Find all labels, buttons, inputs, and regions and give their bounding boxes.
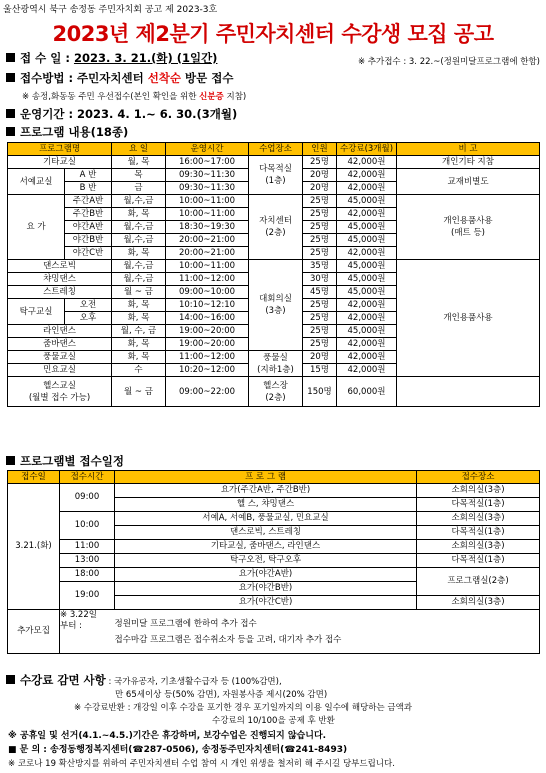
refund-note-2: 수강료의 10/100을 공제 후 반환 xyxy=(212,716,335,726)
program-fee: 42,000원 xyxy=(337,169,397,182)
page-title: 2023년 제2분기 주민자치센터 수강생 모집 공고 xyxy=(52,22,494,46)
program-day: 수 xyxy=(112,364,166,377)
square-bullet-icon xyxy=(6,675,15,684)
program-day: 월,수,금 xyxy=(112,260,166,273)
notice-header: 울산광역시 북구 송정동 주민자치회 공고 제 2023-3호 xyxy=(3,5,218,15)
program-capacity: 20명 xyxy=(303,182,337,195)
program-day: 화, 목 xyxy=(112,208,166,221)
program-capacity: 25명 xyxy=(303,208,337,221)
fee-reduction-detail: 만 65세이상 등(50% 감면), 자원봉사증 제시(20% 감면) xyxy=(115,690,328,700)
program-capacity: 15명 xyxy=(303,364,337,377)
extra-recruit-label: 추가모집 xyxy=(8,610,60,654)
program-name: 헬스교실 (월별 접수 가능) xyxy=(8,377,112,407)
program-capacity: 150명 xyxy=(303,377,337,407)
program-subclass: A 반 xyxy=(65,169,112,182)
program-time: 11:00~12:00 xyxy=(166,351,249,364)
schedule-place: 소회의실(3층) xyxy=(417,512,540,526)
square-bullet-icon xyxy=(6,109,15,118)
program-day: 화, 목 xyxy=(112,351,166,364)
schedule-time: 13:00 xyxy=(60,554,115,568)
program-remark: 개인기타 지참 xyxy=(397,156,540,169)
program-place: 대회의실 (3층) xyxy=(249,260,303,351)
program-day: 금 xyxy=(112,182,166,195)
program-heading: 프로그램 내용(18종) xyxy=(6,124,128,140)
program-table xyxy=(7,142,540,407)
program-remark: 개인용품사용 (매트 등) xyxy=(397,195,540,260)
program-day: 월, 수, 금 xyxy=(112,325,166,338)
program-time: 16:00~17:00 xyxy=(166,156,249,169)
program-fee: 42,000원 xyxy=(337,247,397,260)
schedule-program: 기타교실, 줌바댄스, 라인댄스 xyxy=(115,540,417,554)
program-day: 월,수,금 xyxy=(112,273,166,286)
program-capacity: 25명 xyxy=(303,156,337,169)
schedule-place: 다목적실(1층) xyxy=(417,526,540,540)
col-header-time: 운영시간 xyxy=(166,143,249,156)
schedule-program: 요가(야간B반) xyxy=(115,582,417,596)
extra-recruit-date: ※ 3.22일 부터 : xyxy=(60,610,115,654)
fee-reduction-line: 수강료 감면 사항 : 국가유공자, 기초생활수급자 등 (100%감면), xyxy=(6,672,282,688)
schedule-time: 09:00 xyxy=(60,484,115,512)
program-capacity: 25명 xyxy=(303,234,337,247)
program-time: 09:30~11:30 xyxy=(166,182,249,195)
program-time: 10:00~11:00 xyxy=(166,208,249,221)
program-day: 화, 목 xyxy=(112,312,166,325)
extra-recruit-detail: 정원미달 프로그램에 한하여 추가 접수 접수마감 프로그램은 접수취소자 등을 고려, 대기자 추가 접수 xyxy=(115,610,540,654)
program-capacity: 25명 xyxy=(303,247,337,260)
program-name: 민요교실 xyxy=(8,364,112,377)
program-fee: 45,000원 xyxy=(337,286,397,299)
schedule-place: 다목적실(1층) xyxy=(417,554,540,568)
program-fee: 42,000원 xyxy=(337,312,397,325)
col-header-date: 접수일 xyxy=(8,471,60,484)
schedule-place: 소회의실(3층) xyxy=(417,540,540,554)
date-line: 접 수 일 : 2023. 3. 21.(화) (1일간) xyxy=(6,50,217,66)
schedule-table xyxy=(7,470,540,654)
table-row xyxy=(8,260,540,273)
method-note: ※ 송정,화동동 주민 우선접수(본인 확인을 위한 신분증 지참) xyxy=(22,92,247,102)
program-time: 09:00~22:00 xyxy=(166,377,249,407)
schedule-time: 18:00 xyxy=(60,568,115,582)
program-place: 자치센터 (2층) xyxy=(249,195,303,260)
program-subclass: 오후 xyxy=(65,312,112,325)
program-time: 19:00~20:00 xyxy=(166,338,249,351)
table-row xyxy=(8,568,540,582)
program-time: 14:00~16:00 xyxy=(166,312,249,325)
square-bullet-icon xyxy=(6,53,15,62)
program-remark: 개인용품사용 xyxy=(397,260,540,377)
program-place: 다목적실 (1층) xyxy=(249,156,303,195)
program-subclass: 야간C반 xyxy=(65,247,112,260)
program-day: 월 ~ 금 xyxy=(112,377,166,407)
col-header-capacity: 인원 xyxy=(303,143,337,156)
program-place: 풍물실 (지하1층) xyxy=(249,351,303,377)
program-fee: 42,000원 xyxy=(337,364,397,377)
program-day: 월,수,금 xyxy=(112,234,166,247)
schedule-time: 19:00 xyxy=(60,582,115,610)
table-row xyxy=(8,484,540,498)
program-name: 서예교실 xyxy=(8,169,65,195)
program-subclass: 주간A반 xyxy=(65,195,112,208)
refund-note: ※ 수강료반환 : 개강일 이후 수강을 포기한 경우 포기일까지의 이용 일수에 해당하는 금액과 xyxy=(74,703,413,713)
col-header-name: 프로그램명 xyxy=(8,143,112,156)
program-capacity: 20명 xyxy=(303,351,337,364)
program-subclass: 야간B반 xyxy=(65,234,112,247)
program-fee: 45,000원 xyxy=(337,273,397,286)
program-fee: 45,000원 xyxy=(337,325,397,338)
program-capacity: 25명 xyxy=(303,338,337,351)
schedule-time: 10:00 xyxy=(60,512,115,540)
schedule-table-header xyxy=(8,471,540,484)
program-day: 화, 목 xyxy=(112,338,166,351)
program-day: 월,수,금 xyxy=(112,221,166,234)
col-header-remark: 비 고 xyxy=(397,143,540,156)
program-capacity: 45명 xyxy=(303,286,337,299)
schedule-program: 헬 스, 챠밍댄스 xyxy=(115,498,417,512)
program-name: 줌바댄스 xyxy=(8,338,112,351)
schedule-heading: 프로그램별 접수일정 xyxy=(6,453,124,469)
program-time: 10:00~11:00 xyxy=(166,195,249,208)
program-fee: 45,000원 xyxy=(337,260,397,273)
program-time: 10:10~12:10 xyxy=(166,299,249,312)
program-subclass: 야간A반 xyxy=(65,221,112,234)
program-name: 요 가 xyxy=(8,195,65,260)
schedule-place: 소회의실(3층) xyxy=(417,596,540,610)
table-row xyxy=(8,610,540,654)
program-name: 댄스로빅 xyxy=(8,260,112,273)
table-row xyxy=(8,156,540,169)
program-time: 18:30~19:30 xyxy=(166,221,249,234)
program-fee: 42,000원 xyxy=(337,156,397,169)
program-subclass: B 반 xyxy=(65,182,112,195)
col-header-day: 요 일 xyxy=(112,143,166,156)
program-fee: 42,000원 xyxy=(337,299,397,312)
program-name: 기타교실 xyxy=(8,156,112,169)
schedule-program: 탁구오전, 탁구오후 xyxy=(115,554,417,568)
program-capacity: 25명 xyxy=(303,195,337,208)
program-capacity: 25명 xyxy=(303,325,337,338)
square-bullet-icon xyxy=(6,73,15,82)
schedule-program: 서예A, 서예B, 풍물교실, 민요교실 xyxy=(115,512,417,526)
program-fee: 42,000원 xyxy=(337,338,397,351)
period-line: 운영기간 : 2023. 4. 1.~ 6. 30.(3개월) xyxy=(6,106,237,122)
schedule-time: 11:00 xyxy=(60,540,115,554)
program-time: 10:20~12:00 xyxy=(166,364,249,377)
program-subclass: 오전 xyxy=(65,299,112,312)
program-remark: 교재비별도 xyxy=(397,169,540,195)
schedule-place: 프로그램실(2층) xyxy=(417,568,540,596)
program-fee: 42,000원 xyxy=(337,182,397,195)
program-name: 챠밍댄스 xyxy=(8,273,112,286)
square-bullet-icon xyxy=(6,127,15,136)
program-time: 19:00~20:00 xyxy=(166,325,249,338)
extra-receipt-note: ※ 추가접수 : 3. 22.~(정원미달프로그램에 한함) xyxy=(357,57,540,67)
schedule-place: 다목적실(1층) xyxy=(417,498,540,512)
program-capacity: 30명 xyxy=(303,273,337,286)
program-capacity: 35명 xyxy=(303,260,337,273)
program-day: 목 xyxy=(112,169,166,182)
col-header-time: 접수시간 xyxy=(60,471,115,484)
program-day: 월, 목 xyxy=(112,156,166,169)
program-time: 09:30~11:30 xyxy=(166,169,249,182)
table-row xyxy=(8,377,540,407)
schedule-date: 3.21.(화) xyxy=(8,484,60,610)
schedule-program: 댄스로빅, 스트레칭 xyxy=(115,526,417,540)
program-time: 10:00~11:00 xyxy=(166,260,249,273)
table-row xyxy=(8,195,540,208)
program-capacity: 25명 xyxy=(303,221,337,234)
program-remark xyxy=(397,377,540,407)
schedule-place: 소회의실(3층) xyxy=(417,484,540,498)
method-line: 접수방법 : 주민자치센터 선착순 방문 접수 xyxy=(6,70,233,86)
program-day: 월,수,금 xyxy=(112,195,166,208)
program-time: 20:00~21:00 xyxy=(166,247,249,260)
program-fee: 60,000원 xyxy=(337,377,397,407)
program-time: 09:00~10:00 xyxy=(166,286,249,299)
program-fee: 45,000원 xyxy=(337,195,397,208)
col-header-place: 수업장소 xyxy=(249,143,303,156)
col-header-place: 접수장소 xyxy=(417,471,540,484)
table-row xyxy=(8,512,540,526)
program-fee: 42,000원 xyxy=(337,208,397,221)
covid-note: ※ 코로나 19 확산방지를 위하여 주민자치센터 수업 참여 시 개인 위생을 철저히 해 주시길 당부드립니다. xyxy=(8,759,395,769)
program-name: 풍물교실 xyxy=(8,351,112,364)
program-name: 스트레칭 xyxy=(8,286,112,299)
program-capacity: 25명 xyxy=(303,312,337,325)
schedule-program: 요가(주간A반, 주간B반) xyxy=(115,484,417,498)
program-name: 라인댄스 xyxy=(8,325,112,338)
program-table-header xyxy=(8,143,540,156)
program-fee: 42,000원 xyxy=(337,351,397,364)
program-time: 20:00~21:00 xyxy=(166,234,249,247)
square-bullet-icon xyxy=(6,456,15,465)
holiday-note: ※ 공휴일 및 선거(4.1.~4.5.)기간은 휴강하며, 보강수업은 진행되지 않습니다. xyxy=(8,731,327,741)
schedule-program: 요가(야간C반) xyxy=(115,596,417,610)
program-day: 화, 목 xyxy=(112,247,166,260)
program-fee: 45,000원 xyxy=(337,234,397,247)
table-row xyxy=(8,540,540,554)
program-day: 화, 목 xyxy=(112,299,166,312)
col-header-fee: 수강료(3개월) xyxy=(337,143,397,156)
program-time: 11:00~12:00 xyxy=(166,273,249,286)
program-day: 월 ~ 금 xyxy=(112,286,166,299)
col-header-program: 프 로 그 램 xyxy=(115,471,417,484)
program-capacity: 20명 xyxy=(303,169,337,182)
schedule-program: 요가(야간A반) xyxy=(115,568,417,582)
program-capacity: 25명 xyxy=(303,299,337,312)
program-name: 탁구교실 xyxy=(8,299,65,325)
contact-line: ■ 문 의 : 송정동행정복지센터(☎287-0506), 송정동주민자치센터(☎241-8493) xyxy=(8,745,348,755)
program-place: 헬스장 (2층) xyxy=(249,377,303,407)
program-fee: 45,000원 xyxy=(337,221,397,234)
table-row xyxy=(8,554,540,568)
program-subclass: 주간B반 xyxy=(65,208,112,221)
